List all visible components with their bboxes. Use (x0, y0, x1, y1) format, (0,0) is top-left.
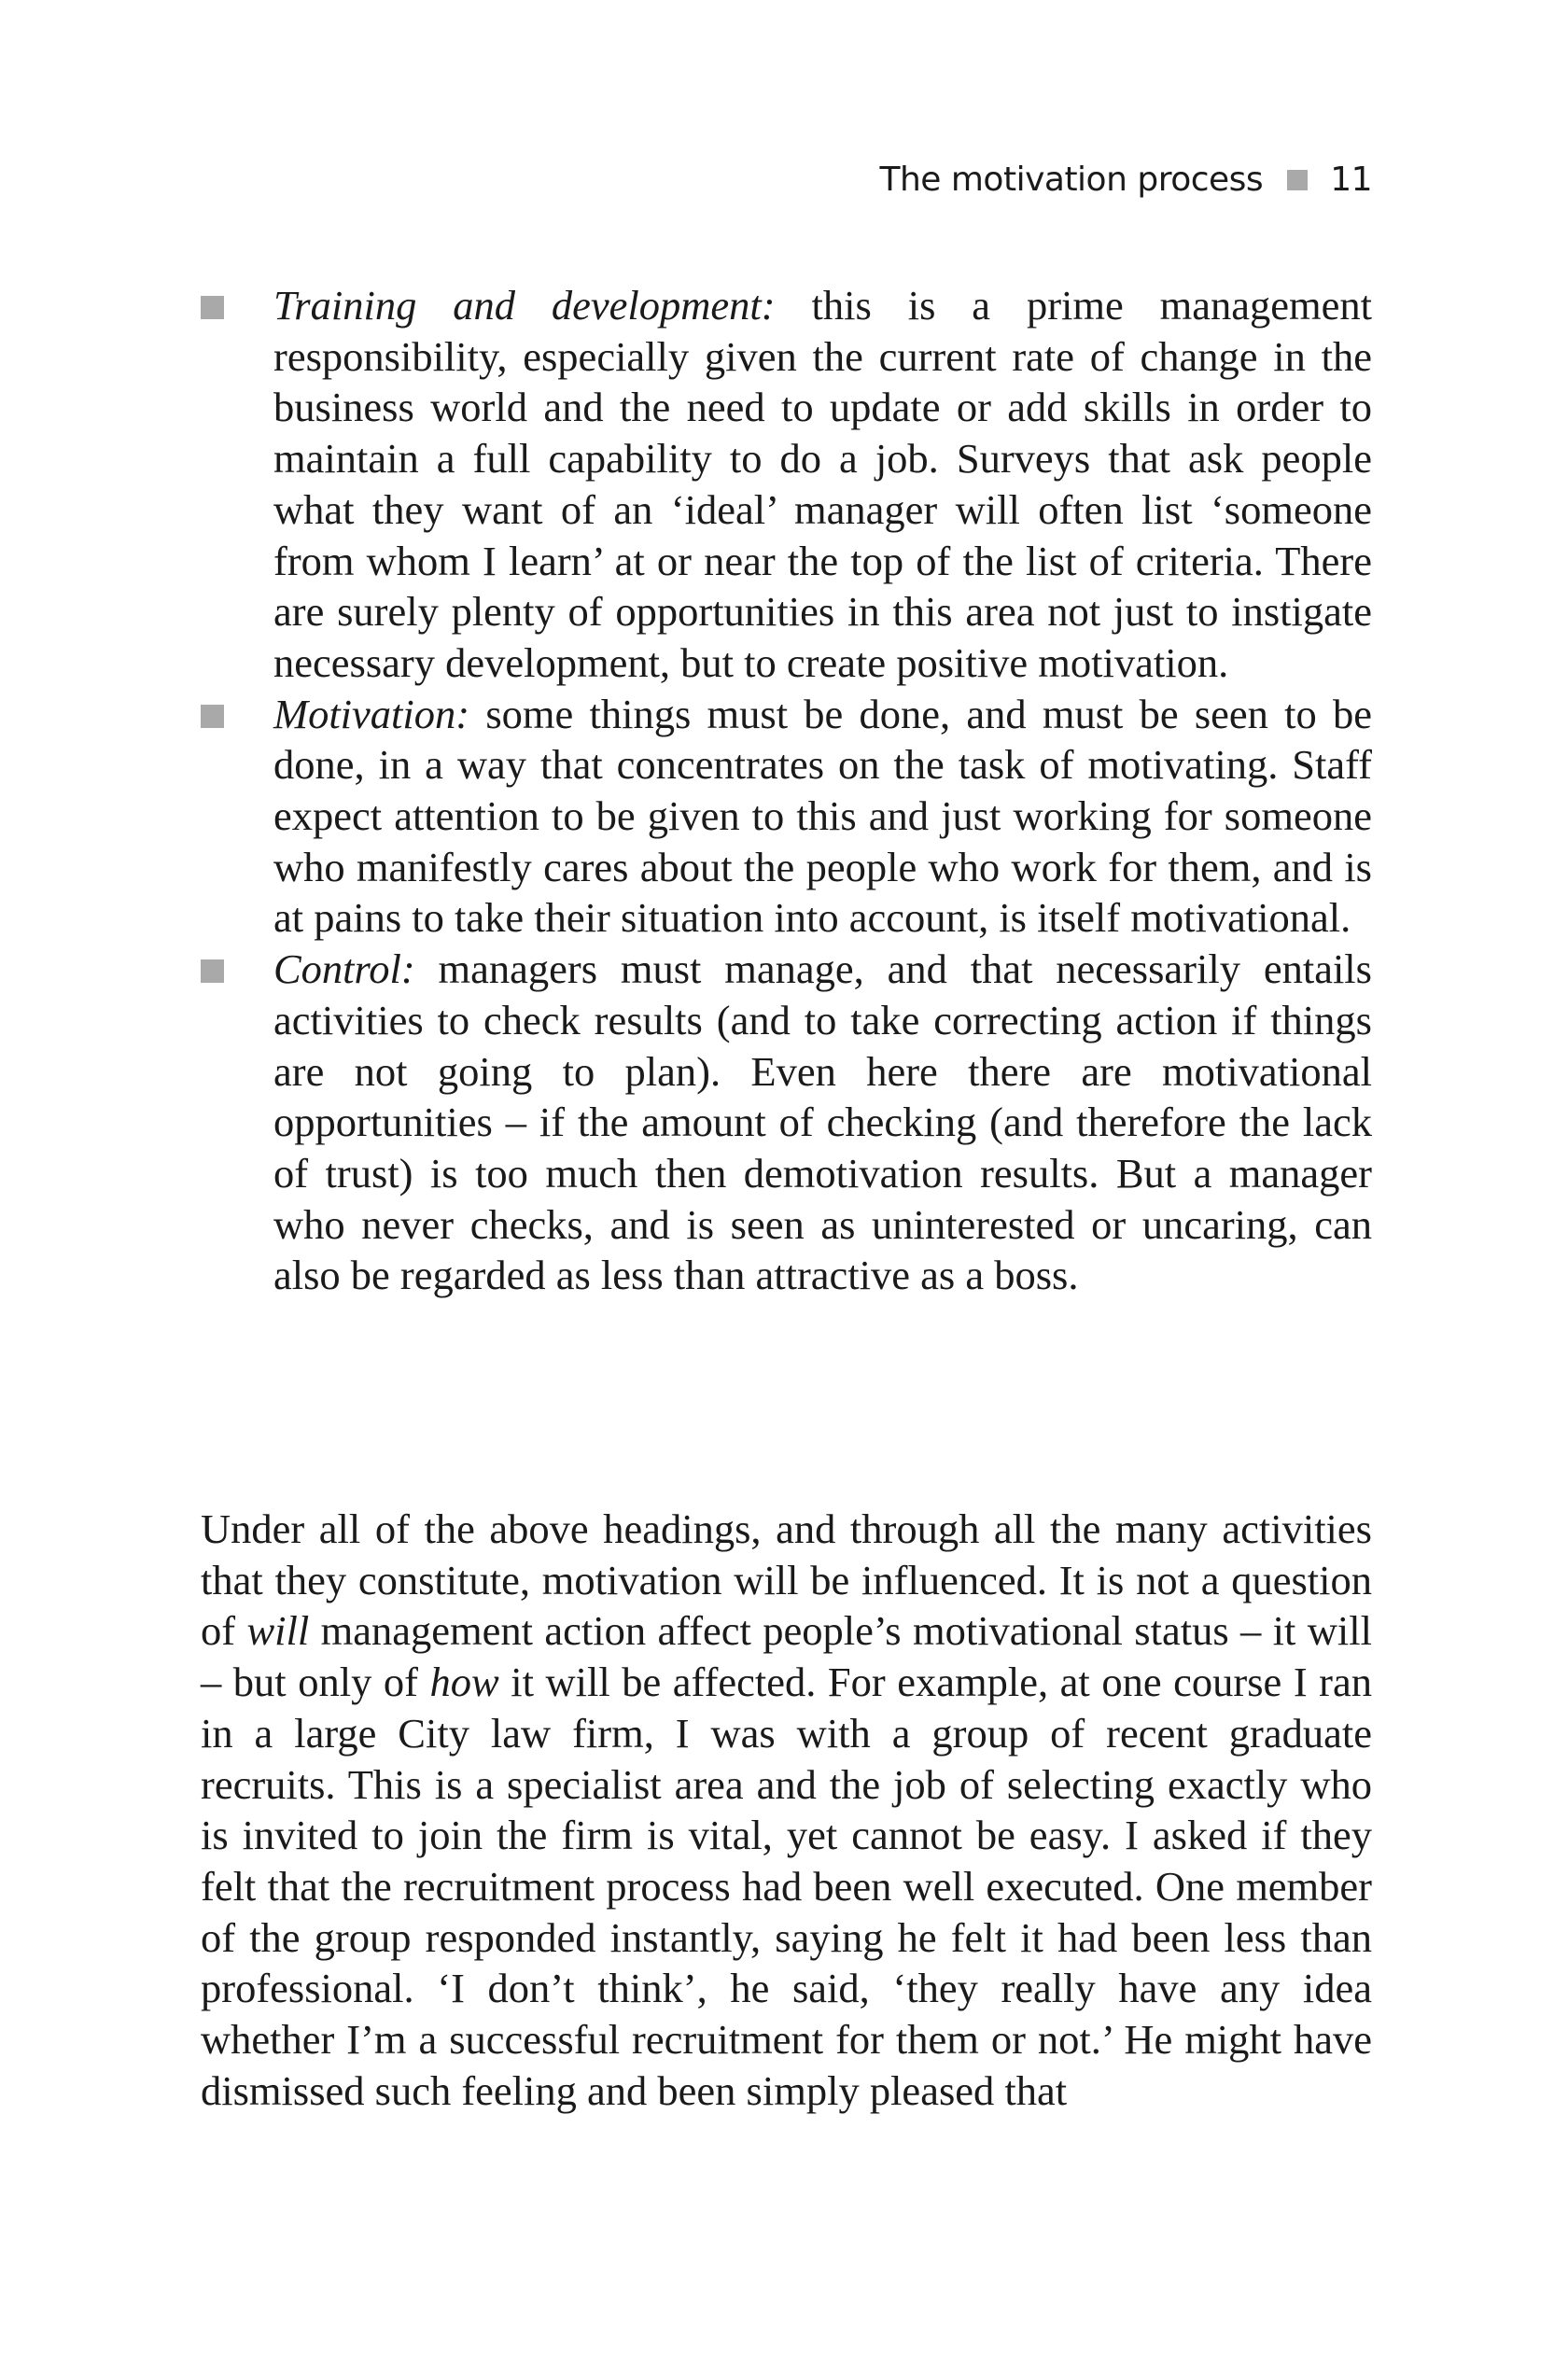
bullet-text: managers must manage, and that necessarily entails activities to check results (and to take correcting action if things are not going to plan). Even here there are motivational opportunities – if the amount of checking (and therefore the lack of trust) is too much then demotivation results. But a manager who never checks, and is seen as uninterested or uncaring, can also be regarded as less than attractive as a boss. (273, 945, 1372, 1299)
bullet-item-motivation (201, 689, 1372, 945)
page-number: 11 (1330, 161, 1372, 199)
bullet-lead: Training and development: (273, 282, 776, 329)
paragraph-text: management action affect people’s motivational status – it will – but only of (201, 1607, 1372, 1706)
square-bullet-icon (201, 959, 224, 983)
emphasis-how: how (429, 1659, 499, 1706)
paragraph-text: Under all of the above headings, and through all the many activities that they constitute, motivation will be influenced. It is not a question of (201, 1505, 1372, 1655)
square-bullet-icon (201, 296, 224, 319)
paragraph-text: it will be affected. For example, at one course I ran in a large City law firm, I was with a group of recent graduate recruits. This is a specialist area and the job of selecting exactly who is invited to join the firm is vital, yet cannot be easy. I asked if they felt that the recruitment process had been well executed. One member of the group responded instantly, saying he felt it had been less than professional. ‘I don’t think’, he said, ‘they really have any idea whether I’m a successful recruitment for them or not.’ He might have dismissed such feeling and been simply pleased that (201, 1659, 1373, 2114)
bullet-lead: Control: (273, 945, 415, 993)
running-head-title: The motivation process (879, 161, 1264, 199)
running-head (879, 161, 1372, 199)
bullet-text: some things must be done, and must be seen to be done, in a way that concentrates on the task of motivating. Staff expect attention to be given to this and just working for someone who manifestly cares about the people who work for them, and is at pains to take their situation into account, is itself motivational. (273, 690, 1372, 942)
bullet-lead: Motivation: (273, 690, 470, 737)
bullet-text: this is a prime management responsibility, especially given the current rate of change in the business world and the need to update or add skills in order to maintain a full capability to do a job. Surveys that ask people what they want of an ‘ideal’ manager will often list ‘someone from whom I learn’ at or near the top of the list of criteria. There are surely plenty of opportunities in this area not just to instigate necessary development, but to create positive motivation. (273, 282, 1372, 686)
bullet-list (201, 280, 1372, 1301)
emphasis-will: will (246, 1607, 310, 1655)
bullet-item-control (201, 944, 1372, 1301)
square-bullet-icon (201, 705, 224, 728)
bullet-item-training (201, 280, 1372, 689)
body-paragraph (201, 1504, 1372, 2116)
book-page (201, 0, 1372, 2380)
square-separator-icon (1287, 170, 1308, 190)
